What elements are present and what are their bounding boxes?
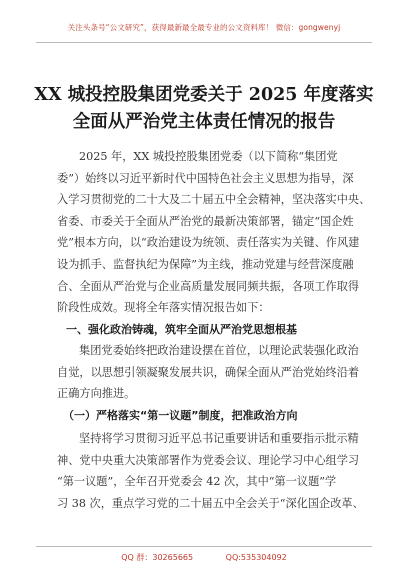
- document-title: [30, 82, 378, 136]
- paragraph-line: 坚持将学习贯彻习近平总书记重要讲话和重要指示批示精: [79, 432, 359, 445]
- paragraph-line: 委”）始终以习近平新时代中国特色社会主义思想为指导，深: [57, 171, 354, 185]
- paragraph-line: 自觉，以思想引领凝聚发展共识，确保全面从严治党始终沿着: [57, 365, 360, 379]
- paragraph-line: 2025 年，XX 城投控股集团党委（以下简称“集团党: [79, 150, 338, 163]
- header-notice: 关注头条号“公文研究”，获得最新最全最专业的公文资料库！ 微信：gongwenyj: [67, 23, 341, 32]
- footer-divider: [36, 546, 372, 547]
- title-line-2: 全面从严治党主体责任情况的报告: [72, 112, 336, 132]
- paragraph-line: 设为抓手、监督执纪为保障”为主线，推动党建与经营深度融: [57, 257, 354, 271]
- section-heading: 一、强化政治铸魂，筑牢全面从严治党思想根基: [66, 323, 297, 336]
- title-line-1: XX 城投控股集团党委关于 2025 年度落实: [34, 85, 374, 105]
- paragraph-line: 习 38 次，重点学习党的二十届五中全会关于“深化国企改革、: [57, 496, 364, 510]
- footer-qq: QQ:535304092: [225, 553, 287, 562]
- paragraph-line: 入学习贯彻党的二十大及二十届五中全会精神，坚决落实中央、: [57, 193, 371, 207]
- footer-contact: [0, 552, 408, 563]
- paragraph-line: “第一议题”，全年召开党委会 42 次，其中“第一议题”学: [57, 475, 337, 489]
- subsection-paragraph: [57, 428, 364, 514]
- paragraph-line: 集团党委始终把政治建设摆在首位，以理论武装强化政治: [79, 344, 359, 357]
- section-paragraph: [57, 340, 360, 405]
- paragraph-line: 省委、市委关于全面从严治党的最新决策部署，锚定“国企姓: [57, 214, 354, 228]
- paragraph-line: 党”根本方向，以“政治建设为统领、责任落实为关键、作风建: [57, 236, 360, 250]
- paragraph-line: 神、党中央重大决策部署作为党委会议、理论学习中心组学习: [57, 453, 360, 467]
- paragraph-line: 正确方向推进。: [57, 387, 136, 401]
- header-divider: [36, 42, 372, 43]
- intro-paragraph: [57, 146, 371, 319]
- subsection-heading: （一）严格落实“第一议题”制度，把准政治方向: [63, 409, 298, 422]
- paragraph-line: 阶段性成效。现将全年落实情况报告如下：: [57, 301, 270, 315]
- footer-qq-group: QQ 群：30265665: [121, 553, 194, 562]
- paragraph-line: 合、全面从严治党与企业高质量发展同频共振，各项工作取得: [57, 279, 360, 293]
